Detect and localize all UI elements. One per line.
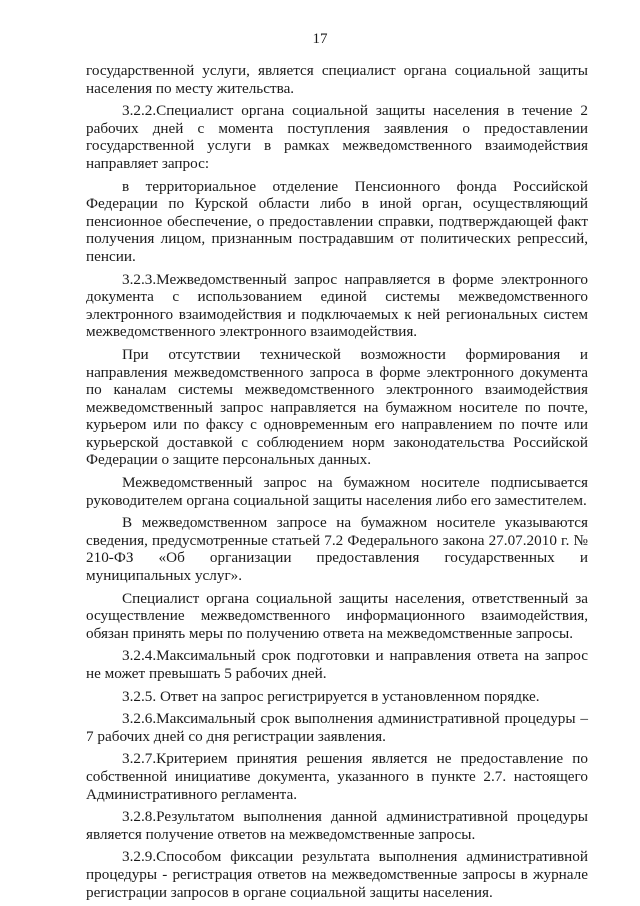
paragraph-3-2-9: 3.2.9.Способом фиксации результата выполнения административной процедуры - регистрация ответов на межведомственные запросы в журнале регистрации запросов в органе социальной защиты населения. [86, 848, 588, 901]
paragraph-3-2-4: 3.2.4.Максимальный срок подготовки и направления ответа на запрос не может превышать 5 рабочих дней. [86, 647, 588, 682]
paragraph-3-2-3: 3.2.3.Межведомственный запрос направляется в форме электронного документа с использованием единой системы межведомственного электронного взаимодействия и подключаемых к ней региональных систем межведомственного электронного взаимодействия. [86, 270, 588, 341]
paragraph-3-2-5: 3.2.5. Ответ на запрос регистрируется в установленном порядке. [122, 687, 540, 705]
paragraph-3-2-6: 3.2.6.Максимальный срок выполнения административной процедуры – 7 рабочих дней со дня регистрации заявления. [86, 710, 588, 745]
paragraph-continuation: государственной услуги, является специалист органа социальной защиты населения по месту жительства. [86, 62, 588, 97]
paragraph-3-2-2: 3.2.2.Специалист органа социальной защиты населения в течение 2 рабочих дней с момента поступления заявления о предоставлении государственной услуги в рамках межведомственного взаимодействия направляет запрос: [86, 102, 588, 172]
paragraph-pension-fund: в территориальное отделение Пенсионного фонда Российской Федерации по Курской области либо в иной орган, осуществляющий пенсионное обеспечение, о предоставлении справки, подтверждающей факт получения лицом, признанным пострадавшим от политических репрессий, пенсии. [86, 177, 588, 265]
paragraph-paper-request: При отсутствии технической возможности формирования и направления межведомственного запроса в форме электронного документа по каналам системы межведомственного электронного взаимодействия межведомственный запрос направляется на бумажном носителе по почте, курьером или по факсу с одновременным его направлением по почте или курьерской доставкой с соблюдением норм законодательства Российской Федерации о защите персональных данных. [86, 345, 588, 469]
paragraph-3-2-8: 3.2.8.Результатом выполнения данной административной процедуры является получение ответов на межведомственные запросы. [86, 808, 588, 843]
paragraph-request-contents: В межведомственном запросе на бумажном носителе указываются сведения, предусмотренные статьей 7.2 Федерального закона 27.07.2010 г. № 210-ФЗ «Об организации предоставления государственных и муниципальных услуг». [86, 514, 588, 585]
paragraph-responsible-specialist: Специалист органа социальной защиты населения, ответственный за осуществление межведомственного информационного взаимодействия, обязан принять меры по получению ответа на межведомственные запросы. [86, 589, 588, 642]
paragraph-signature: Межведомственный запрос на бумажном носителе подписывается руководителем органа социальной защиты населения либо его заместителем. [86, 474, 588, 509]
document-body [86, 62, 588, 906]
paragraph-3-2-7: 3.2.7.Критерием принятия решения является не предоставление по собственной инициативе документа, указанного в пункте 2.7. настоящего Административного регламента. [86, 750, 588, 803]
page-number: 17 [312, 31, 328, 47]
